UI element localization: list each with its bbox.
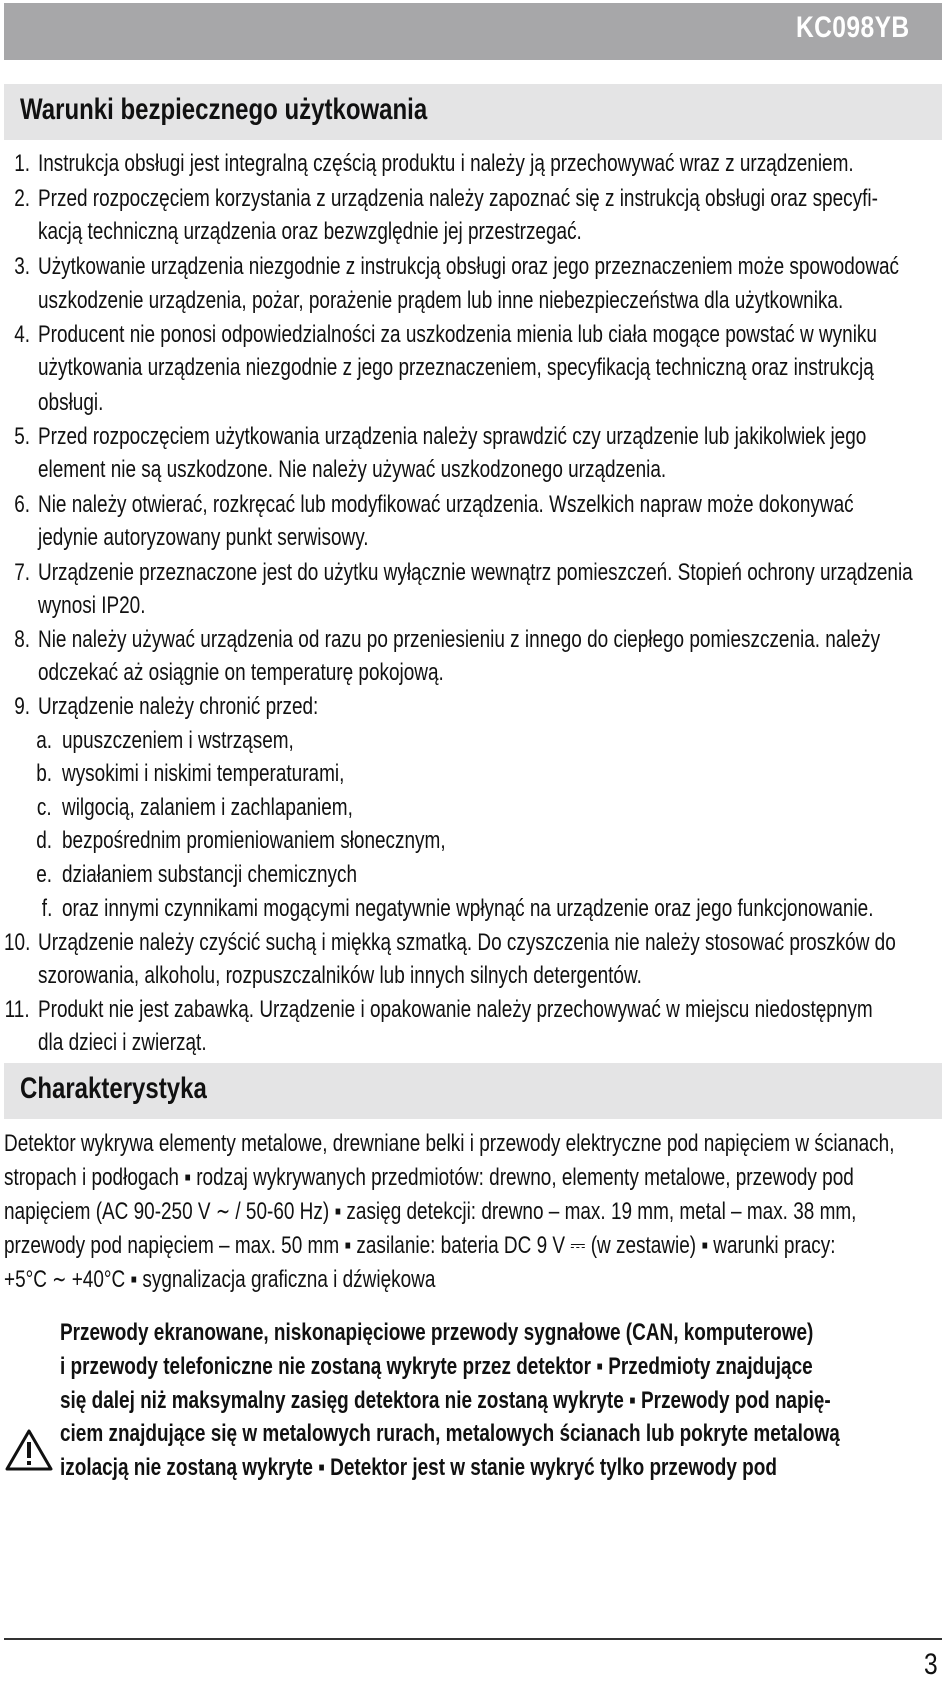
sub-list-item: wilgocią, zalaniem i zachlapaniem,: [62, 794, 353, 821]
warning-text-line: się dalej niż maksymalny zasięg detektora nie zostaną wykryte ▪ Przewody pod napię-: [60, 1387, 831, 1414]
warning-text-line: i przewody telefoniczne nie zostaną wykryte przez detektor ▪ Przedmioty znajdujące: [60, 1353, 813, 1380]
features-text-line: Detektor wykrywa elementy metalowe, drewniane belki i przewody elektryczne pod napięciem w ścianach,: [4, 1130, 895, 1157]
list-item-line: obsługi.: [38, 389, 104, 416]
sub-list-item: wysokimi i niskimi temperaturami,: [62, 760, 345, 787]
warning-triangle-icon: [4, 1428, 54, 1472]
sub-list-item: działaniem substancji chemicznych: [62, 861, 358, 888]
sub-list-letter: b.: [36, 760, 52, 787]
product-code: KC098YB: [796, 11, 910, 44]
list-item-line: Producent nie ponosi odpowiedzialności za uszkodzenia mienia lub ciała mogące powstać w wyniku: [38, 321, 877, 348]
list-number: 11.: [5, 996, 30, 1023]
safety-section-title: Warunki bezpiecznego użytkowania: [20, 93, 428, 126]
features-text-line: napięciem (AC 90-250 V ∼ / 50-60 Hz) ▪ zasięg detekcji: drewno – max. 19 mm, metal – max. 38 mm,: [4, 1198, 857, 1225]
list-number: 9.: [14, 693, 30, 720]
list-number: 1.: [14, 150, 30, 177]
list-item-line: Instrukcja obsługi jest integralną częścią produktu i należy ją przechowywać wraz z urządzeniem.: [38, 150, 854, 177]
list-number: 8.: [14, 626, 30, 653]
list-item-line: Nie należy otwierać, rozkręcać lub modyfikować urządzenia. Wszelkich napraw może dokonywać: [38, 491, 854, 518]
list-number: 2.: [14, 185, 30, 212]
sub-list-item: bezpośrednim promieniowaniem słonecznym,: [62, 827, 446, 854]
list-item-line: Urządzenie należy chronić przed:: [38, 693, 319, 720]
list-number: 10.: [3, 929, 30, 956]
warning-text-line: ciem znajdujące się w metalowych rurach, metalowych ścianach lub pokryte metalową: [60, 1420, 840, 1447]
list-item-line: szorowania, alkoholu, rozpuszczalników lub innych silnych detergentów.: [38, 962, 642, 989]
list-item-line: kacją techniczną urządzenia oraz bezwzględnie jej przestrzegać.: [38, 218, 582, 245]
features-section-header: [4, 1063, 942, 1119]
list-item-line: Urządzenie przeznaczone jest do użytku wyłącznie wewnątrz pomieszczeń. Stopień ochrony urządzenia: [38, 559, 913, 586]
list-item-line: odczekać aż osiągnie on temperaturę pokojową.: [38, 659, 444, 686]
list-number: 7.: [14, 559, 30, 586]
warning-text-line: izolacją nie zostaną wykryte ▪ Detektor jest w stanie wykryć tylko przewody pod: [60, 1454, 777, 1481]
list-item-line: Użytkowanie urządzenia niezgodnie z instrukcją obsługi oraz jego przeznaczeniem może spowodować: [38, 253, 900, 280]
list-number: 6.: [14, 491, 30, 518]
sub-list-item: upuszczeniem i wstrząsem,: [62, 727, 294, 754]
list-number: 5.: [14, 423, 30, 450]
sub-list-letter: a.: [36, 727, 52, 754]
page-number: 3: [924, 1648, 938, 1681]
list-number: 4.: [14, 321, 30, 348]
list-item-line: Produkt nie jest zabawką. Urządzenie i opakowanie należy przechowywać w miejscu niedostępnym: [38, 996, 873, 1023]
list-item-line: jedynie autoryzowany punkt serwisowy.: [38, 524, 369, 551]
list-item-line: dla dzieci i zwierząt.: [38, 1029, 207, 1056]
list-item-line: element nie są uszkodzone. Nie należy używać uszkodzonego urządzenia.: [38, 456, 667, 483]
list-item-line: Przed rozpoczęciem użytkowania urządzenia należy sprawdzić czy urządzenie lub jakikolwiek jego: [38, 423, 867, 450]
list-item-line: uszkodzenie urządzenia, pożar, porażenie prądem lub inne niebezpieczeństwa dla użytkownika.: [38, 287, 844, 314]
list-item-line: Przed rozpoczęciem korzystania z urządzenia należy zapoznać się z instrukcją obsługi oraz specyfi-: [38, 185, 878, 212]
sub-list-letter: c.: [37, 794, 52, 821]
sub-list-letter: f.: [41, 895, 52, 922]
list-item-line: Urządzenie należy czyścić suchą i miękką szmatką. Do czyszczenia nie należy stosować proszków do: [38, 929, 896, 956]
features-text-line: przewody pod napięciem – max. 50 mm ▪ zasilanie: bateria DC 9 V ⎓ (w zestawie) ▪ warunki pracy:: [4, 1232, 836, 1259]
sub-list-letter: e.: [36, 861, 52, 888]
sub-list-letter: d.: [36, 827, 52, 854]
list-item-line: Nie należy używać urządzenia od razu po przeniesieniu z innego do ciepłego pomieszczenia. należy: [38, 626, 881, 653]
list-item-line: użytkowania urządzenia niezgodnie z jego przeznaczeniem, specyfikacją techniczną oraz instrukcją: [38, 354, 874, 381]
footer-divider: [4, 1638, 942, 1640]
sub-list-item: oraz innymi czynnikami mogącymi negatywnie wpłynąć na urządzenie oraz jego funkcjonowanie.: [62, 895, 874, 922]
list-number: 3.: [14, 253, 30, 280]
list-item-line: wynosi IP20.: [38, 592, 146, 619]
features-text-line: +5°C ∼ +40°C ▪ sygnalizacja graficzna i dźwiękowa: [4, 1266, 436, 1293]
features-text-line: stropach i podłogach ▪ rodzaj wykrywanych przedmiotów: drewno, elementy metalowe, przewody pod: [4, 1164, 854, 1191]
header-bar: [4, 3, 942, 60]
safety-section-header: [4, 84, 942, 140]
warning-text-line: Przewody ekranowane, niskonapięciowe przewody sygnałowe (CAN, komputerowe): [60, 1319, 814, 1346]
features-section-title: Charakterystyka: [20, 1072, 207, 1105]
